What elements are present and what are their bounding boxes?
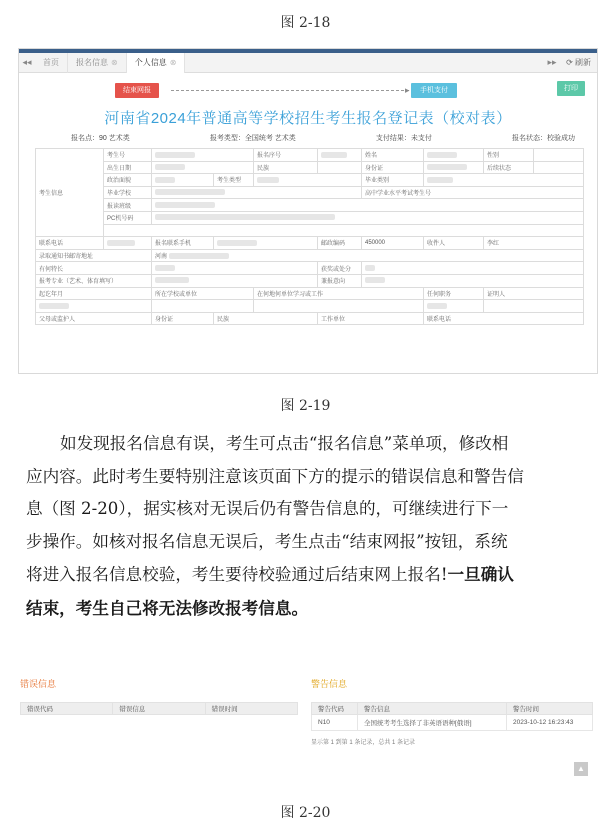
process-flow [19,73,597,109]
tab-home-label: 首页 [43,57,59,67]
paragraph-line-2: 应内容。此时考生要特别注意该页面下方的提示的错误信息和警告信 [26,466,524,486]
table-row [36,300,584,313]
tab-registration-info[interactable] [68,53,127,73]
warning-table [311,702,593,731]
paragraph-line-5 [26,558,594,592]
table-row [36,237,584,250]
study-place-label: 在何地何单位学习或工作 [254,287,424,300]
recipient-label: 收件人 [424,237,484,250]
pc-no-label: PC机号码 [104,211,152,224]
tab-registration-info-label: 报名信息 [76,57,108,67]
birthday-label: 出生日期 [104,161,152,174]
mobile-pay-button[interactable]: 手机支付 [411,83,457,98]
arrow-right-icon: ▸ [405,85,410,95]
table-row [36,149,584,162]
warning-panel-title: 警告信息 [311,679,348,689]
guardian-id-label: 身份证 [152,312,214,325]
award-label: 获奖或处分 [318,262,362,275]
paragraph-line-5-bold: 一旦确认 [447,564,514,585]
start-end-label: 起讫年月 [36,287,152,300]
exam-type-label: 考生类型 [214,174,254,187]
table-row [36,186,584,199]
mobile-label: 报名联系手机 [152,237,214,250]
form-title: 河南省2024年普通高等学校招生考生报名登记表（校对表） [104,110,512,127]
recipient-value: 李红 [484,237,584,250]
tab-home[interactable] [35,53,68,73]
paragraph-line-6 [26,592,594,626]
error-message-header: 错误信息 [113,703,205,715]
paragraph-line-4: 步操作。如核对报名信息无误后，考生点击“结束网报”按钮，系统 [26,531,508,551]
scroll-to-top-icon[interactable]: ▲ [574,762,588,776]
form-summary [19,133,597,145]
validation-messages-screenshot [18,676,598,780]
end-registration-button[interactable]: 结束网报 [115,83,159,98]
class-label: 报读班级 [104,199,152,212]
tab-scroll-right-icon[interactable]: ▸▸ [547,57,557,67]
table-row [36,312,584,325]
work-unit-label: 工作单位 [318,312,424,325]
table-row [36,161,584,174]
table-header-row [312,703,593,715]
name-label: 姓名 [362,149,424,162]
table-row [36,224,584,237]
table-row [36,262,584,275]
postcode-label: 邮政编码 [318,237,362,250]
school-unit-label: 所在学校或单位 [152,287,254,300]
contact-phone-label: 联系电话 [36,237,104,250]
flow-dashed-line [171,90,409,91]
figure-caption-2-18: 图 2-18 [280,15,331,31]
position-label: 任何职务 [424,287,484,300]
paragraph-line-6-bold: 结束，考生自己将无法修改报考信息。 [26,597,309,618]
address-label: 录取通知书邮寄地址 [36,249,152,262]
table-row [36,199,584,212]
political-label: 政治面貌 [104,174,152,187]
hs-no-label: 高中学业水平考试考生号 [362,186,584,199]
examinee-info-label: 考生信息 [36,149,104,237]
grad-school-label: 毕业学校 [104,186,152,199]
summary-payment: 支付结果：未支付 [375,135,432,142]
table-row [36,274,584,287]
pagination-info: 显示第 1 到第 1 条记录，总共 1 条记录 [311,740,416,746]
guardian-phone-label: 联系电话 [424,312,584,325]
postcode-value: 450000 [362,237,424,250]
guardian-ethnicity-label: 民族 [214,312,318,325]
address-value: 河南 [155,254,168,261]
guardian-label: 父母或监护人 [36,312,152,325]
paragraph-line-5-text: 将进入报名信息校验，考生要待校验通过后结束网上报名! [26,565,448,585]
summary-status: 报名状态：校验成功 [511,135,575,142]
figure-caption-2-20: 图 2-20 [280,805,331,821]
follow-status-label: 后续状态 [484,161,534,174]
warning-panel [311,676,593,776]
table-row [312,715,593,731]
warning-code-cell: N10 [312,715,358,731]
warning-message-header: 警告信息 [358,703,507,715]
close-icon[interactable]: ⊗ [111,57,118,67]
registration-form-screenshot [18,48,598,374]
error-time-header: 错误时间 [205,703,297,715]
ethnicity-label: 民族 [254,161,318,174]
registration-table [35,148,584,325]
summary-type: 报考类型：全国统考 艺术类 [209,135,296,142]
specialty-label: 有何特长 [36,262,152,275]
refresh-button[interactable]: ⟳ 刷新 [566,58,591,67]
error-code-header: 错误代码 [21,703,113,715]
tab-personal-info-label: 个人信息 [134,57,167,67]
reg-no-label: 报名序号 [254,149,318,162]
exam-no-label: 考生号 [104,149,152,162]
tab-scroll-left-icon[interactable]: ◂◂ [22,57,32,67]
grad-type-label: 毕业类别 [362,174,424,187]
warning-time-cell: 2023-10-12 16:23:43 [507,715,593,731]
error-table [20,702,298,715]
id-card-label: 身份证 [362,161,424,174]
gender-label: 性别 [484,149,534,162]
table-row [36,249,584,262]
table-row [36,287,584,300]
error-panel [20,676,298,776]
tab-bar [19,53,597,73]
error-panel-title: 错误信息 [20,679,57,689]
warning-time-header: 警告时间 [507,703,593,715]
paragraph-line-1: 如发现报名信息有误，考生可点击“报名信息”菜单项，修改相 [60,434,509,453]
instruction-paragraph [26,428,594,626]
paragraph-line-3: 息（图 2-20），据实核对无误后仍有警告信息的，可继续进行下一 [26,499,509,519]
witness-label: 证明人 [484,287,584,300]
close-icon[interactable]: ⊗ [169,57,177,67]
figure-caption-2-19: 图 2-19 [280,398,331,414]
table-header-row [21,703,298,715]
table-row [36,174,584,187]
summary-category: 报名点：90 艺术类 [71,135,130,142]
warning-message-cell: 全国统考考生选择了非英语语种[俄语] [358,715,507,731]
table-row [36,211,584,224]
warning-code-header: 警告代码 [312,703,358,715]
print-button[interactable]: 打印 [557,81,585,96]
exam-intent-label: 兼报意向 [318,274,362,287]
major-label: 报考专业（艺术、体育填写） [36,274,152,287]
tab-personal-info[interactable] [127,53,186,73]
